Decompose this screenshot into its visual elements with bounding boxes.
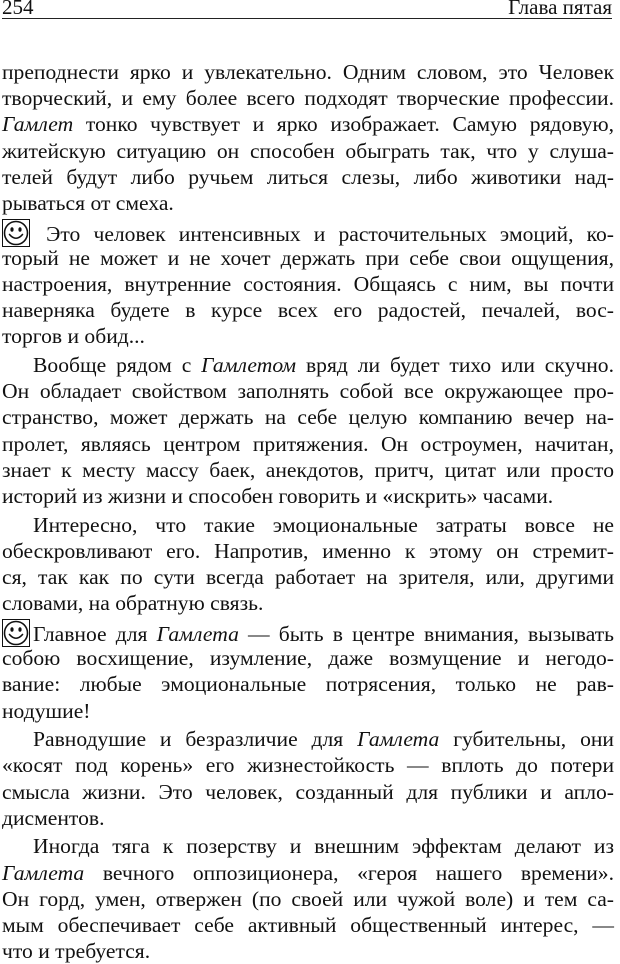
text-line [2,698,614,724]
italic-name: Гамлет [2,112,74,137]
text-line [2,912,614,938]
italic-name: Гамлетом [201,353,297,378]
text-line [2,671,614,697]
text-line [2,938,614,964]
text-line [2,779,614,805]
text-run: знает к месту массу баек, анекдотов, притч, цитат или просто [2,457,614,482]
text-run: губительны, они [439,727,614,752]
text-line [2,886,614,912]
text-run: преподнести ярко и увлекательно. Одним словом, это Человек [2,60,614,84]
text-run: наверняка будете в курсе всех его радостей, печалей, вос- [2,298,614,323]
text-run: историй из жизни и способен говорить и «искрить» часами. [2,484,554,508]
text-run: торый не может и не хочет держать при себе свои ощущения, [2,245,614,270]
text-line [2,271,614,297]
text-line [2,219,614,245]
text-run: дисментов. [2,805,105,830]
italic-name: Гамлета [2,860,85,885]
text-line [2,138,614,164]
text-line [2,85,614,111]
paragraph [2,512,614,617]
text-line [2,245,614,271]
text-run: Вообще рядом с [33,353,202,378]
text-run: вечного оппозиционера, «героя нашего времени». [84,860,614,885]
italic-name: Гамлета [357,727,440,752]
text-line [2,297,614,323]
text-line [2,323,614,349]
text-line [2,352,614,378]
text-run: мым обеспечивает себе активный общественный интерес, — [2,913,614,937]
paragraph [2,352,614,509]
running-header [2,0,612,19]
text-run: Это человек интенсивных и расточительных эмоций, ко- [33,221,614,246]
text-line [2,752,614,778]
text-run: тонко чувствует и ярко изображает. Самую рядовую, [73,112,614,137]
text-line [2,805,614,831]
page-number: 254 [2,0,34,19]
text-run: «косят под корень» его жизнестойкость — вплоть до потери [2,753,614,778]
text-run: творческий, и ему более всего подходят творческие профессии. [2,86,614,111]
text-line [2,111,614,137]
text-run: вряд ли будет тихо или скучно. [296,353,614,378]
text-run: собою восхищение, изумление, даже возмущение и негодо- [2,646,614,671]
paragraph [2,619,614,724]
text-line [2,59,614,85]
text-line [2,164,614,190]
text-line [2,619,614,645]
text-run: Интересно, что такие эмоциональные затраты вовсе не [33,512,614,537]
text-line [2,590,614,616]
text-line [2,833,614,859]
text-line [2,645,614,671]
paragraph [2,726,614,831]
text-run: настроения, внутренние состояния. Общаясь с ним, вы почти [2,272,614,296]
text-run: нодушие! [2,698,91,723]
text-line [2,483,614,509]
text-run: торгов и обид... [2,324,145,349]
text-run: — быть в центре внимания, вызывать [238,621,614,646]
text-run: пролет, являясь центром притяжения. Он остроумен, начитан, [2,431,614,456]
text-line [2,512,614,538]
text-run: что и требуется. [2,939,151,964]
italic-name: Гамлета [156,621,239,646]
text-line [2,190,614,216]
body-text [2,59,614,964]
text-line [2,564,614,590]
text-line [2,860,614,886]
text-run: Он горд, умен, отвержен (по своей или чужой воле) и тем са- [2,886,614,911]
text-run: рываться от смеха. [2,190,174,215]
text-line [2,431,614,457]
text-run: телей будут либо ручьем литься слезы, либо животики над- [2,164,614,189]
text-run: Иногда тяга к позерству и внешним эффектам делают из [33,834,614,859]
paragraph [2,833,614,964]
text-line [2,404,614,430]
text-run: обескровливают его. Напротив, именно к этому он стремит- [2,538,614,563]
text-run: Он обладает свойством заполнять собой все окружающее про- [2,379,614,404]
text-run: ся, так как по сути всегда работает на зрителя, или, другими [2,565,614,590]
paragraph [2,219,614,350]
text-line [2,726,614,752]
text-run: странство, может держать на себе целую компанию вечер на- [2,405,614,430]
text-line [2,457,614,483]
text-line [2,538,614,564]
text-run: житейскую ситуацию он способен обыграть так, что у слуша- [2,138,614,163]
text-run: Равнодушие и безразличие для [33,727,358,752]
text-line [2,378,614,404]
text-run: вание: любые эмоциональные потрясения, только не рав- [2,672,614,697]
text-run: Главное для [33,621,157,646]
text-run: словами, на обратную связь. [2,591,264,616]
text-run: смысла жизни. Это человек, созданный для публики и апло- [2,779,614,804]
chapter-title: Глава пятая [508,0,612,19]
paragraph [2,59,614,216]
